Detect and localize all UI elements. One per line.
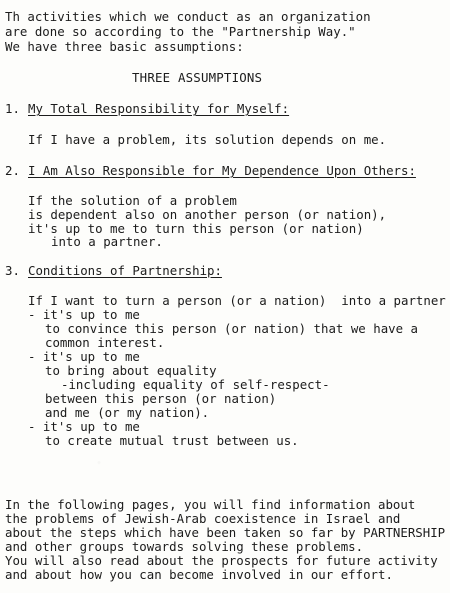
intro-line-3: We have three basic assumptions:	[5, 39, 244, 54]
section-1-title: My Total Responsibility for Myself:	[28, 101, 290, 116]
closing-line: about the steps which have been taken so far by PARTNERSHIP	[5, 525, 446, 540]
section-3-line: -including equality of self-respect-	[61, 377, 330, 392]
section-3-line: common interest.	[45, 335, 165, 350]
section-3-line: to create mutual trust between us.	[45, 433, 299, 448]
section-2-line: If the solution of a problem	[28, 193, 237, 208]
section-3-line: and me (or my nation).	[45, 405, 210, 420]
closing-line: In the following pages, you will find information about	[5, 497, 416, 512]
closing-line: and about how you can become involved in our effort.	[5, 567, 393, 582]
closing-line: the problems of Jewish-Arab coexistence in Israel and	[5, 511, 401, 526]
section-1-number: 1.	[5, 101, 20, 116]
intro-line-1: Th activities which we conduct as an organization	[5, 9, 371, 24]
closing-line: and other groups towards solving these problems.	[5, 539, 364, 554]
section-2-line: it's up to me to turn this person (or nation)	[28, 221, 364, 236]
section-2-line: is dependent also on another person (or nation),	[28, 207, 387, 222]
section-2-number: 2.	[5, 163, 20, 178]
section-3-line: - it's up to me	[28, 307, 140, 322]
closing-line: You will also read about the prospects for future activity	[5, 553, 438, 568]
section-3-line: If I want to turn a person (or a nation) into a partner	[28, 293, 446, 308]
section-2-title: I Am Also Responsible for My Dependence Upon Others:	[28, 163, 416, 178]
section-3-number: 3.	[5, 263, 20, 278]
section-2-line: into a partner.	[51, 234, 163, 249]
section-1-line: If I have a problem, its solution depends on me.	[28, 132, 387, 147]
section-3-line: to bring about equality	[45, 363, 217, 378]
intro-line-2: are done so according to the "Partnership Way."	[5, 24, 356, 39]
section-3-line: - it's up to me	[28, 349, 140, 364]
section-3-line: to convince this person (or nation) that we have a	[45, 321, 418, 336]
page-heading: THREE ASSUMPTIONS	[132, 70, 263, 85]
section-3-title: Conditions of Partnership:	[28, 263, 222, 278]
section-3-line: - it's up to me	[28, 419, 140, 434]
section-3-line: between this person (or nation)	[45, 391, 277, 406]
